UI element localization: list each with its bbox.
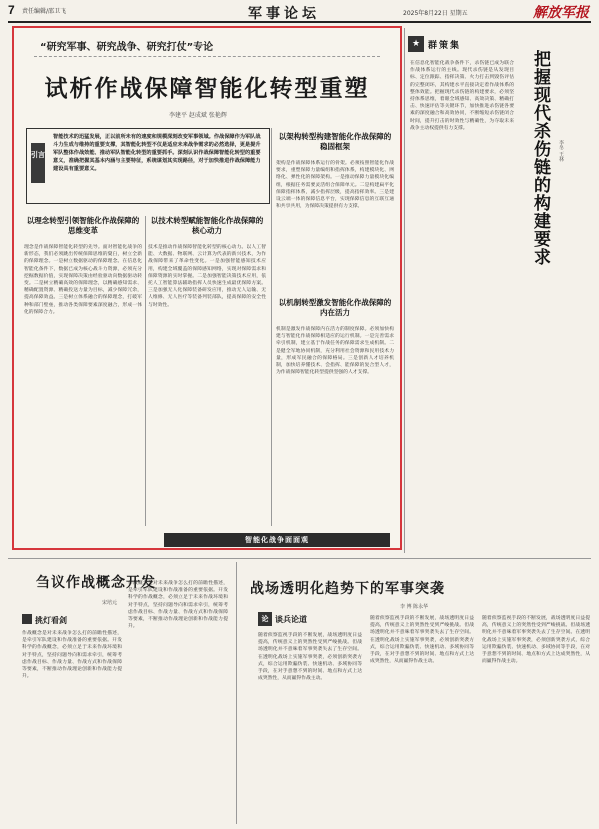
section-heading-4: 以机制转型激发智能化作战保障的内在活力 [278, 298, 392, 317]
newspaper-logo: 解放军报 [533, 5, 589, 21]
section-heading-2: 以技术转型赋能智能化作战保障的核心动力 [150, 216, 264, 235]
square-icon [22, 614, 32, 624]
right-article-title: 把握现代杀伤链的构建要求 [530, 50, 550, 266]
section-divider [8, 558, 591, 559]
star-icon: ★ [408, 36, 424, 52]
bottom-right-title: 战场透明化趋势下的军事突袭 [250, 581, 445, 597]
column-divider [145, 216, 146, 526]
bottom-right-text-col1: 随着侦察监视手段的不断发展，战场透明度日益提高，传统意义上的突然性受到严峻挑战。但战场透明化并不意味着军事突袭失去了生存空间。在透明化战场上实施军事突袭，必须创新突袭方式，综合运用欺骗伪装、快速机动、多域协同等手段，在对手意想不到的时间、地点和方式上达成突然性，从而赢得作战主动。 [258, 633, 362, 682]
feature-article [12, 26, 402, 550]
series-banner: 智能化战争面面观 [164, 533, 390, 547]
feature-byline: 李建平 赵成斌 张艳辉 [169, 112, 227, 119]
abstract-box [26, 128, 270, 204]
bottom-right-text-col2: 随着侦察监视手段的不断发展，战场透明度日益提高，传统意义上的突然性受到严峻挑战。但战场透明化并不意味着军事突袭失去了生存空间。在透明化战场上实施军事突袭，必须创新突袭方式，综合运用欺骗伪装、快速机动、多域协同等手段，在对手意想不到的时间、地点和方式上达成突然性，从而赢得作战主动。 [370, 616, 474, 665]
bottom-left-subtitle-text: 挑灯看剑 [35, 616, 67, 625]
column-divider [236, 562, 237, 824]
abstract-text: 智能技术的迅猛发展，正以前所未有的速度和规模深刻改变军事领域。作战保障作为军队战斗力生成与维持的重要支撑，其智能化转型不仅是适应未来战争需求的必然选择，更是提升军队整体作战效能、推动军队智能化转型的重要抓手。深刻认识作战保障智能化转型的重要意义，准确把握其基本内涵与主要特征，系统谋划其实现路径，对于加快推进作战保障能力建设具有重要意义。 [53, 134, 261, 172]
section-title: 军事论坛 [248, 6, 320, 22]
column-divider [271, 128, 272, 526]
column-text-4: 机制是激发作战保障内在活力的制度保障。必须加快构建与智能化作战保障相适应的运行机制。一是完善需求牵引机制，建立基于作战任务的保障需求生成机制。二是健全军地协同机制，充分利用社会资源和民用技术力量，形成军民融合的保障格局。三是创新人才培养机制，加快培养懂技术、会指挥、能保障的复合型人才，为作战保障智能化转型提供坚强的人才支撑。 [276, 327, 394, 376]
page-divider [404, 28, 405, 553]
kicker-divider [34, 56, 380, 57]
bottom-left-text-col1: 作战概念是对未来战争怎么打的前瞻性描述，是牵引军队建设和作战准备的重要依据。开发科学的作战概念，必须立足于未来作战环境和对手特点，坚持问题导向和需求牵引，统筹考虑作战目标、作战力量、作战方式和作战保障等要素，不断推动作战理论创新和作战能力提升。 [22, 631, 122, 680]
column-header [408, 36, 468, 52]
section-heading-3: 以架构转型构建智能化作战保障的稳固框架 [278, 132, 392, 151]
bottom-left-byline: 宋培元 [102, 600, 118, 606]
column-text-1: 理念是作战保障智能化转型的先导。面对智能化战争的新形态，我们必须跳出传统保障思维的窠臼，树立全新的保障理念。一是树立数据驱动的保障理念。在信息化智能化条件下，数据已成为核心战斗力资源，必须充分挖掘数据价值，实现保障决策由经验驱动向数据驱动转变。二是树立精确高效的保障理念，以精确感知需求、精确配置资源、精确投送力量为目标，减少保障冗余，提高保障效益。三是树立体系融合的保障理念，打破军种和部门壁垒，推动各类保障要素深度融合，形成一体化的保障合力。 [24, 245, 142, 315]
feature-title: 试析作战保障智能化转型重塑 [44, 76, 370, 102]
bottom-right-text-col3: 随着侦察监视手段的不断发展，战场透明度日益提高，传统意义上的突然性受到严峻挑战。但战场透明化并不意味着军事突袭失去了生存空间。在透明化战场上实施军事突袭，必须创新突袭方式，综合运用欺骗伪装、快速机动、多域协同等手段，在对手意想不到的时间、地点和方式上达成突然性，从而赢得作战主动。 [482, 616, 590, 665]
column-text-2: 技术是推动作战保障智能化转型的核心动力。以人工智能、大数据、物联网、云计算为代表的新兴技术，为作战保障带来了革命性变化。一是加强智能感知技术应用，构建全域覆盖的保障感知网络，实现对保障需求和保障资源的实时掌握。二是加强智能决策技术应用，依托人工智能算法辅助指挥人员快速生成最优保障方案。三是加强无人化保障装备研发应用，推动无人运输、无人维修、无人医疗等装备列装部队，提高保障的安全性与时效性。 [148, 245, 266, 308]
abstract-tag: 引言 [31, 143, 45, 183]
editor-credit: 责任编辑/邵卫飞 [22, 8, 67, 15]
masthead [8, 3, 591, 23]
page-number: 7 [8, 3, 15, 17]
right-article-byline: 李冬 王林 [558, 140, 564, 162]
bottom-right-byline: 李 博 陈永华 [400, 604, 429, 610]
bottom-left-subtitle [22, 614, 67, 626]
column-label: 群策集 [428, 41, 462, 51]
right-article-text-upper: 在信息化智能化战争条件下，杀伤链已成为联合作战体系运行的主线。现代杀伤链是从发现目标、定位跟踪、指挥决策、火力打击到毁伤评估的完整闭环，其构建水平直接决定着作战体系的整体效能。把握现代杀伤链的构建要求，必须坚持体系思维，着眼全域感知、高效决策、精确打击、快速评估等关键环节，加快推进杀伤链各要素的深度融合和高效协同，不断缩短杀伤链闭合时间，提升打击的时效性与精确性，为夺取未来战争主动权提供有力支撑。 [410, 61, 514, 131]
section-heading-1: 以理念转型引领智能化作战保障的思维变革 [26, 216, 140, 235]
label-icon: 论 [258, 612, 272, 626]
issue-date: 2025年8月22日 星期五 [403, 10, 468, 17]
bottom-left-title: 刍议作战概念开发 [36, 575, 156, 591]
feature-kicker: “研究军事、研究战争、研究打仗”专论 [40, 42, 214, 53]
bottom-right-label: 谈兵论道 [275, 615, 307, 624]
column-text-3: 架构是作战保障体系运行的骨架。必须按照智能化作战要求，重塑保障力量编组和指挥体系，构建模块化、网络化、弹性化的保障架构。一是推动保障力量模块化编组，根据任务需要灵活组合保障单元。二是构建扁平化保障指挥体系，减少指挥层级，提高指挥效率。三是建设云端一体的保障信息平台，实现保障信息的互联互通和共享共用，为保障决策提供有力支撑。 [276, 161, 394, 210]
bottom-left-text-col2: 作战概念是对未来战争怎么打的前瞻性描述，是牵引军队建设和作战准备的重要依据。开发科学的作战概念，必须立足于未来作战环境和对手特点，坚持问题导向和需求牵引，统筹考虑作战目标、作战力量、作战方式和作战保障等要素，不断推动作战理论创新和作战能力提升。 [128, 581, 228, 630]
